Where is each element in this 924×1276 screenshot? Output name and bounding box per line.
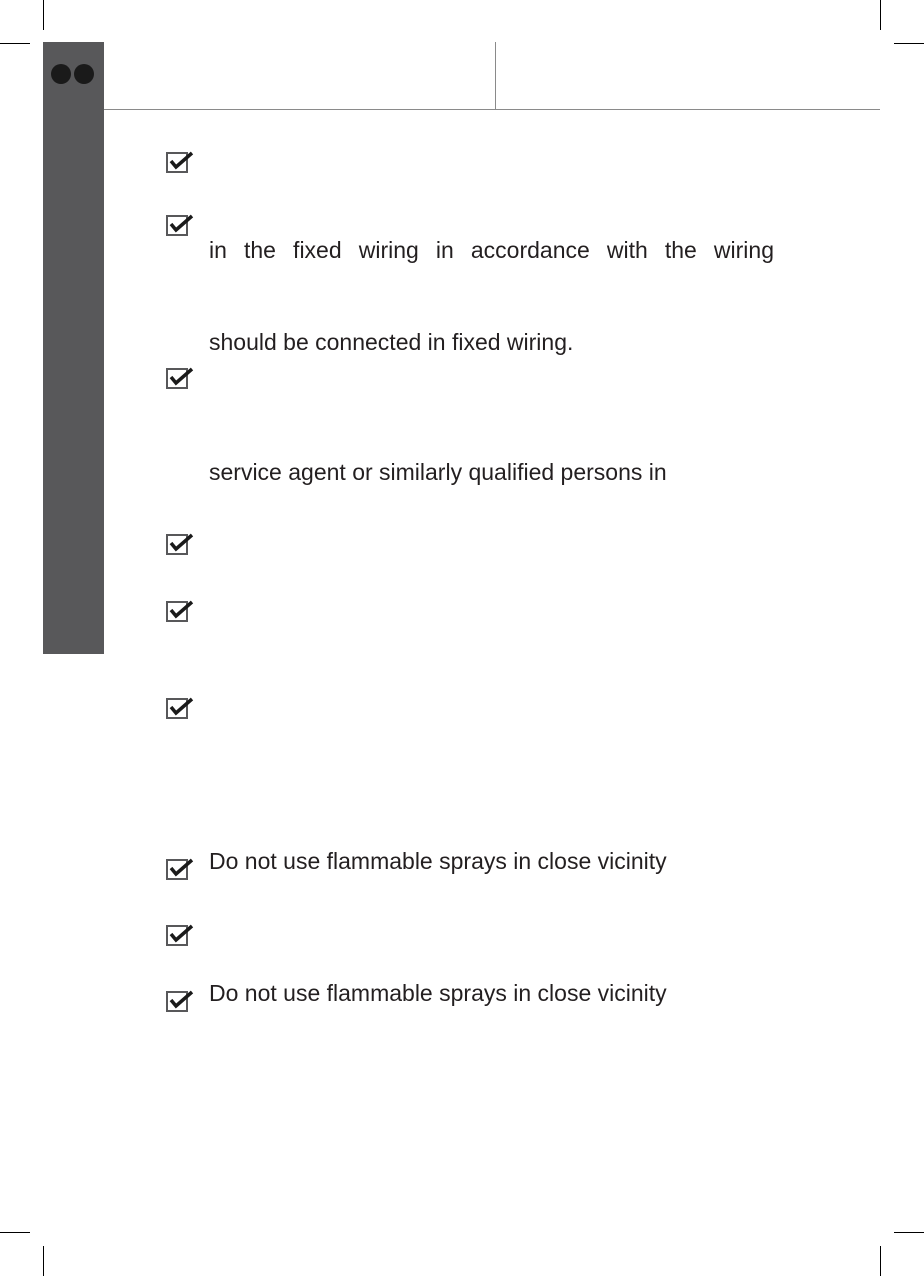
crop-mark xyxy=(894,1232,924,1233)
crop-mark xyxy=(894,43,924,44)
bullet-dot-icon xyxy=(51,64,71,84)
crop-mark xyxy=(43,0,44,30)
checked-box-icon xyxy=(166,532,192,554)
service-line: service agent or similarly qualified persons in xyxy=(209,459,667,485)
header-rule xyxy=(104,109,880,110)
crop-mark xyxy=(880,1246,881,1276)
spray-warning-line-1: Do not use flammable sprays in close vicinity xyxy=(209,848,667,874)
crop-mark xyxy=(43,1246,44,1276)
wiring-line-2: should be connected in fixed wiring. xyxy=(209,329,574,355)
checked-box-icon xyxy=(166,923,192,945)
crop-mark xyxy=(880,0,881,30)
checked-box-icon xyxy=(166,150,192,172)
header-divider xyxy=(495,42,496,110)
checked-box-icon xyxy=(166,857,192,879)
checked-box-icon xyxy=(166,696,192,718)
wiring-line-1: in the fixed wiring in accordance with the wiring xyxy=(209,237,774,263)
checked-box-icon xyxy=(166,599,192,621)
checked-box-icon xyxy=(166,989,192,1011)
spray-warning-line-2: Do not use flammable sprays in close vicinity xyxy=(209,980,667,1006)
side-tab xyxy=(43,42,104,654)
crop-mark xyxy=(0,43,30,44)
checked-box-icon xyxy=(166,213,192,235)
checked-box-icon xyxy=(166,366,192,388)
bullet-dot-icon xyxy=(74,64,94,84)
crop-mark xyxy=(0,1232,30,1233)
